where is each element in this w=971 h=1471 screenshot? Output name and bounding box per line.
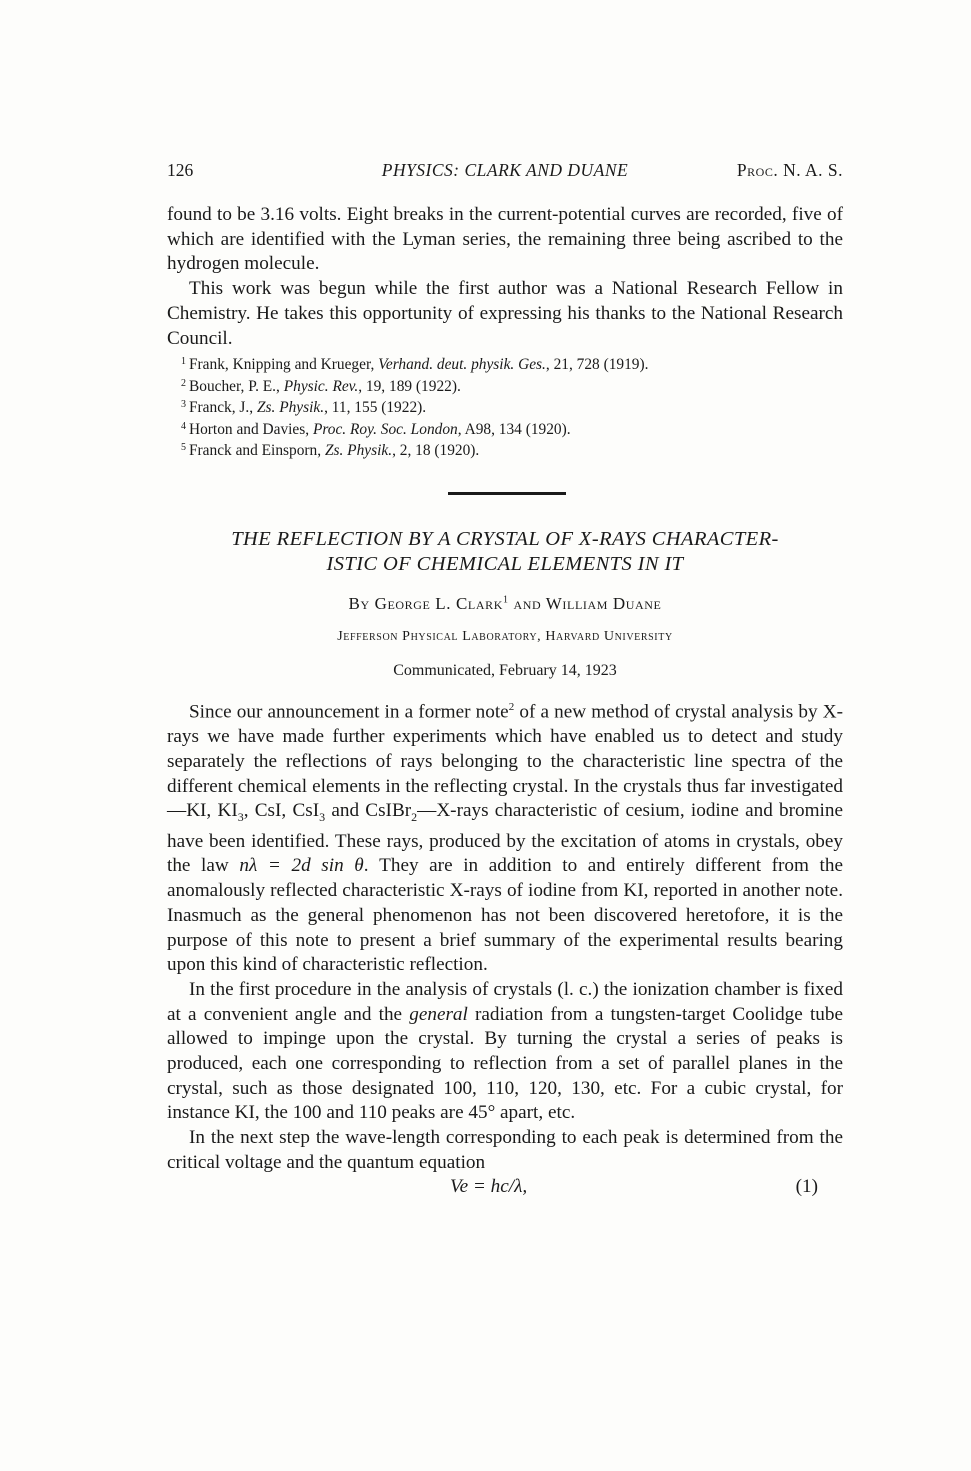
article-title — [167, 527, 843, 577]
continued-text — [167, 203, 843, 351]
running-head — [167, 160, 843, 184]
equation-1 — [167, 1176, 843, 1202]
title-line-1: THE REFLECTION BY A CRYSTAL OF X-RAYS CHARACTER- — [231, 528, 779, 550]
equation-expression: Ve = hc/λ, — [450, 1175, 528, 1197]
communicated-date: Communicated, February 14, 1923 — [393, 662, 617, 679]
article-body — [167, 695, 843, 1202]
byline: By George L. Clark$^1$ and William Duane — [348, 594, 662, 613]
page-number: 126 — [167, 160, 194, 180]
footnote: 2 Boucher, P. E., Physic. Rev., 19, 189 (1922). — [181, 377, 461, 395]
footnotes — [167, 354, 843, 462]
body-paragraph-1: Since our announcement in a former note$^2$ of a new method of crystal analysis by X-rays we have made further experiments which have enabled us to detect and study separately the reflections of rays belonging to the characteristic line spectra of the different chemical elements in the reflecting crystal. In the crystals thus far investigated—KI, $KI_3$, CsI, CsI$_3$ and CsIBr$_2$—X-rays characteristic of cesium, iodine and bromine have been identified. These rays, produced by the excitation of atoms in crystals, obey the law nλ = 2d sin θ. They are in addition to and entirely different from the anomalously reflected characteristic X-rays of iodine from KI, reported in another note. Inasmuch as the general phenomenon has not been discovered heretofore, it is the purpose of this note to present a brief summary of the experimental results bearing upon this kind of characteristic reflection. — [167, 701, 843, 976]
journal-abbrev: Proc. N. A. S. — [736, 160, 843, 180]
affiliation: Jefferson Physical Laboratory, Harvard University — [337, 629, 673, 644]
equation-number: (1) — [795, 1175, 818, 1197]
footnote: 5 Franck and Einsporn, Zs. Physik., 2, 18 (1920). — [181, 442, 480, 459]
footnote: 1 Frank, Knipping and Krueger, Verhand. deut. physik. Ges., 21, 728 (1919). — [181, 356, 649, 373]
section-divider — [448, 492, 566, 495]
body-paragraph-2: In the first procedure in the analysis of crystals (l. c.) the ionization chamber is fixed at a convenient angle and the general radiation from a tungsten-target Coolidge tube allowed to impinge upon the crystal. By turning the crystal a series of peaks is produced, each one corresponding to reflection from a set of parallel planes in the crystal, such as those designated 100, 110, 120, 130, etc. For a cubic crystal, for instance KI, the 100 and 110 peaks are 45° apart, etc. — [167, 978, 843, 1124]
footnote: 4 Horton and Davies, Proc. Roy. Soc. London, A98, 134 (1920). — [181, 420, 571, 438]
body-paragraph-3: In the next step the wave-length corresponding to each peak is determined from the critical voltage and the quantum equation — [167, 1127, 843, 1173]
footnote: 3 Franck, J., Zs. Physik., 11, 155 (1922). — [181, 399, 427, 416]
continued-paragraph: found to be 3.16 volts. Eight breaks in the current-potential curves are recorded, five of which are identified with the Lyman series, the remaining three being ascribed to the hydrogen molecule. — [167, 204, 843, 275]
running-title: PHYSICS: CLARK AND DUANE — [381, 160, 629, 180]
title-line-2: ISTIC OF CHEMICAL ELEMENTS IN IT — [326, 553, 684, 575]
acknowledgement-paragraph: This work was begun while the first author was a National Research Fellow in Chemistry. He takes this opportunity of expressing his thanks to the National Research Council. — [167, 278, 843, 349]
